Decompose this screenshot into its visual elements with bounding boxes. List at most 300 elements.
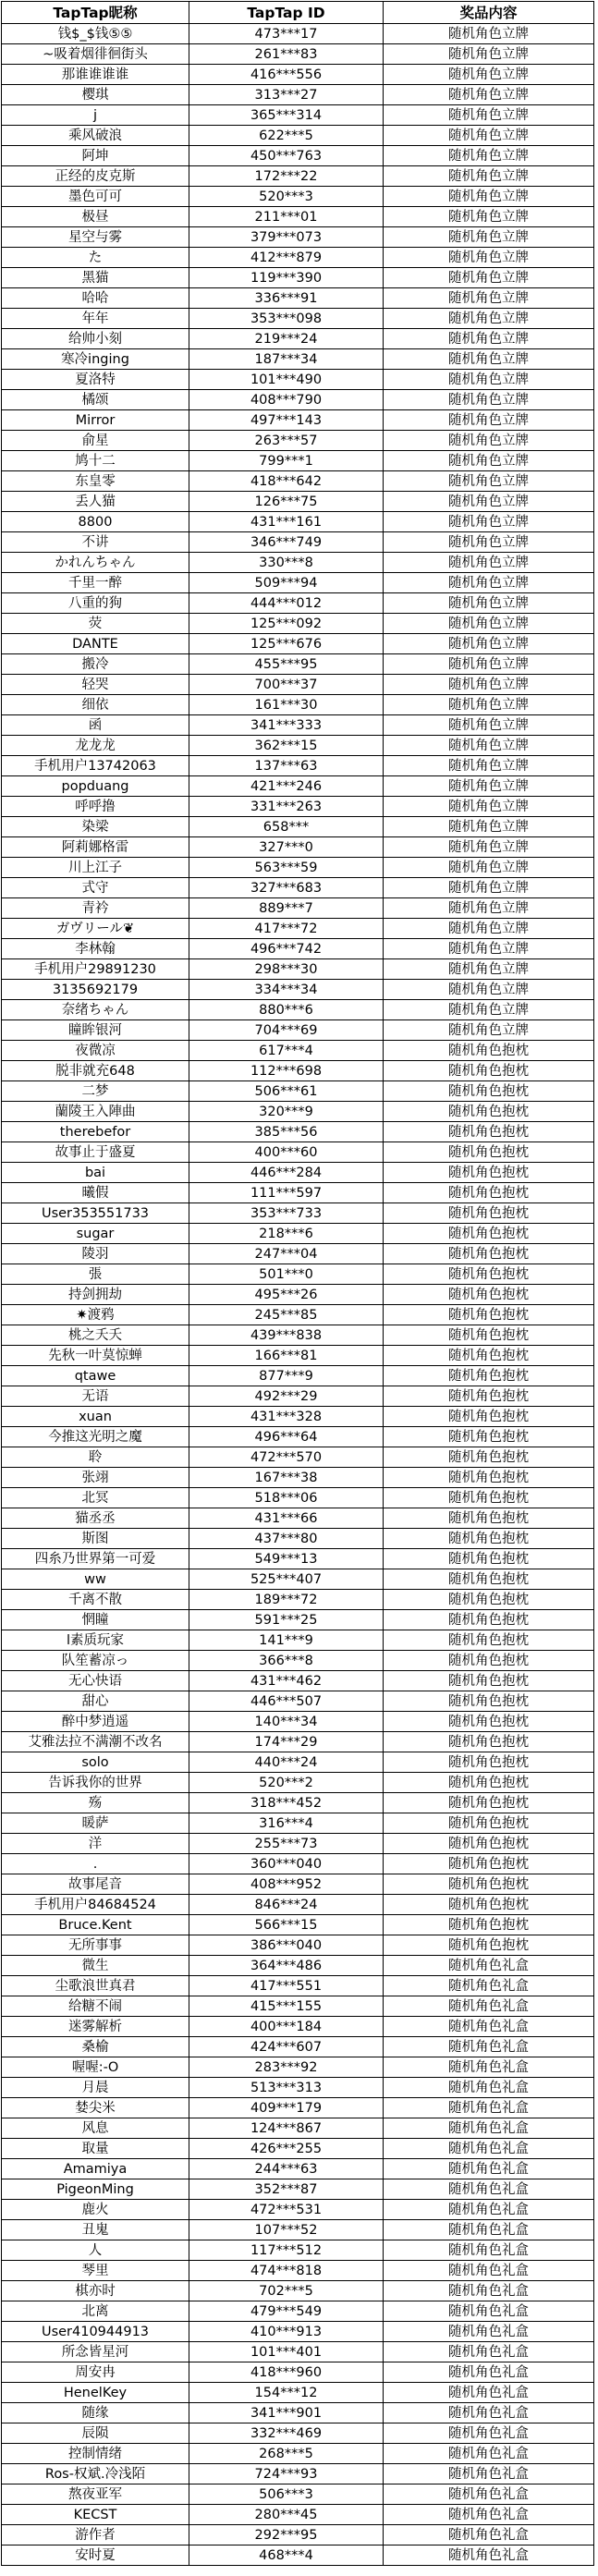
table-row (2, 715, 594, 736)
prize-cell: 随机角色礼盒 (384, 2322, 594, 2342)
prize-cell: 随机角色礼盒 (384, 2505, 594, 2525)
prize-cell: 随机角色抱枕 (384, 1122, 594, 1142)
prize-cell: 随机角色立牌 (384, 309, 594, 329)
nickname-cell: 呼呼撸 (2, 797, 189, 817)
table-row (2, 2423, 594, 2444)
table-row (2, 2220, 594, 2240)
nickname-cell: 甜心 (2, 1691, 189, 1712)
taptap-id-cell: 417***551 (189, 1976, 384, 1996)
taptap-id-cell: 255***73 (189, 1834, 384, 1854)
nickname-cell: 乘风破浪 (2, 126, 189, 146)
taptap-id-cell: 520***3 (189, 187, 384, 207)
prize-cell: 随机角色礼盒 (384, 2139, 594, 2159)
prize-cell: 随机角色抱枕 (384, 1061, 594, 1081)
taptap-id-cell: 137***63 (189, 756, 384, 776)
prize-cell: 随机角色抱枕 (384, 1508, 594, 1529)
taptap-id-cell: 400***184 (189, 2017, 384, 2037)
taptap-id-cell: 509***94 (189, 573, 384, 593)
nickname-cell: 控制情绪 (2, 2444, 189, 2464)
nickname-cell: 安时夏 (2, 2545, 189, 2566)
nickname-cell: 桑榆 (2, 2037, 189, 2057)
prize-cell: 随机角色立牌 (384, 65, 594, 85)
table-row (2, 1529, 594, 1549)
prize-cell: 随机角色礼盒 (384, 2444, 594, 2464)
nickname-cell: 轻哭 (2, 675, 189, 695)
taptap-id-cell: 174***29 (189, 1732, 384, 1752)
taptap-id-cell: 353***098 (189, 309, 384, 329)
taptap-id-cell: 700***37 (189, 675, 384, 695)
winners-table (1, 1, 594, 2566)
prize-cell: 随机角色礼盒 (384, 2078, 594, 2098)
prize-cell: 随机角色抱枕 (384, 1610, 594, 1630)
nickname-cell: 丢人猫 (2, 492, 189, 512)
taptap-id-cell: 341***901 (189, 2403, 384, 2423)
table-row (2, 2200, 594, 2220)
table-row (2, 1244, 594, 1264)
prize-cell: 随机角色立牌 (384, 593, 594, 614)
taptap-id-cell: 426***255 (189, 2139, 384, 2159)
nickname-cell: 辰陨 (2, 2423, 189, 2444)
prize-cell: 随机角色抱枕 (384, 1529, 594, 1549)
taptap-id-cell: 189***72 (189, 1590, 384, 1610)
table-row (2, 248, 594, 268)
prize-cell: 随机角色立牌 (384, 675, 594, 695)
prize-cell: 随机角色立牌 (384, 431, 594, 451)
nickname-cell: 随缘 (2, 2403, 189, 2423)
taptap-id-cell: 658*** (189, 817, 384, 837)
prize-cell: 随机角色立牌 (384, 532, 594, 553)
table-row (2, 85, 594, 105)
table-row (2, 1651, 594, 1671)
table-row (2, 573, 594, 593)
prize-cell: 随机角色抱枕 (384, 1651, 594, 1671)
prize-cell: 随机角色立牌 (384, 268, 594, 288)
taptap-id-cell: 400***60 (189, 1142, 384, 1163)
table-row (2, 1061, 594, 1081)
nickname-cell: 游作者 (2, 2525, 189, 2545)
taptap-id-cell: 101***490 (189, 370, 384, 390)
nickname-cell: sugar (2, 1224, 189, 1244)
nickname-cell: 荧 (2, 614, 189, 634)
taptap-id-cell: 316***4 (189, 1813, 384, 1834)
taptap-id-cell: 704***69 (189, 1020, 384, 1041)
nickname-cell: . (2, 1854, 189, 1874)
table-row (2, 2403, 594, 2423)
prize-cell: 随机角色礼盒 (384, 2403, 594, 2423)
prize-cell: 随机角色礼盒 (384, 2383, 594, 2403)
taptap-id-cell: 341***333 (189, 715, 384, 736)
nickname-cell: popduang (2, 776, 189, 797)
table-row (2, 1224, 594, 1244)
table-row (2, 1468, 594, 1488)
taptap-id-cell: 846***24 (189, 1895, 384, 1915)
table-row (2, 24, 594, 44)
nickname-cell: 艾雅法拉不满潮不改名 (2, 1732, 189, 1752)
nickname-cell: 钱$_$钱⑤⑤ (2, 24, 189, 44)
prize-cell: 随机角色抱枕 (384, 1691, 594, 1712)
prize-cell: 随机角色抱枕 (384, 1915, 594, 1935)
taptap-id-cell: 211***01 (189, 207, 384, 227)
table-row (2, 2525, 594, 2545)
prize-cell: 随机角色礼盒 (384, 1996, 594, 2017)
nickname-cell: 周安冉 (2, 2362, 189, 2383)
taptap-id-cell: 444***012 (189, 593, 384, 614)
taptap-id-cell: 268***5 (189, 2444, 384, 2464)
table-row (2, 2322, 594, 2342)
prize-cell: 随机角色立牌 (384, 370, 594, 390)
table-row (2, 309, 594, 329)
prize-cell: 随机角色立牌 (384, 24, 594, 44)
nickname-cell: 那谁谁谁谁 (2, 65, 189, 85)
table-row (2, 1793, 594, 1813)
prize-cell: 随机角色抱枕 (384, 1346, 594, 1366)
taptap-id-cell: 140***34 (189, 1712, 384, 1732)
table-row (2, 919, 594, 939)
table-row (2, 1874, 594, 1895)
table-row (2, 268, 594, 288)
table-row (2, 1712, 594, 1732)
nickname-cell: User410944913 (2, 2322, 189, 2342)
taptap-id-cell: 431***462 (189, 1671, 384, 1691)
table-row (2, 1976, 594, 1996)
nickname-cell: 橘颂 (2, 390, 189, 410)
taptap-id-cell: 172***22 (189, 166, 384, 187)
taptap-id-cell: 417***72 (189, 919, 384, 939)
prize-cell: 随机角色抱枕 (384, 1549, 594, 1569)
nickname-cell: 丑鬼 (2, 2220, 189, 2240)
table-row (2, 2159, 594, 2179)
prize-cell: 随机角色立牌 (384, 797, 594, 817)
taptap-id-cell: 513***313 (189, 2078, 384, 2098)
table-row (2, 2362, 594, 2383)
table-row (2, 858, 594, 878)
taptap-id-cell: 566***15 (189, 1915, 384, 1935)
taptap-id-cell: 154***12 (189, 2383, 384, 2403)
table-row (2, 695, 594, 715)
nickname-cell: xuan (2, 1407, 189, 1427)
taptap-id-cell: 244***63 (189, 2159, 384, 2179)
table-row (2, 431, 594, 451)
taptap-id-cell: 520***2 (189, 1773, 384, 1793)
nickname-cell: 星空与雾 (2, 227, 189, 248)
table-row (2, 2484, 594, 2505)
taptap-id-cell: 472***570 (189, 1447, 384, 1468)
nickname-cell: 细依 (2, 695, 189, 715)
nickname-cell: 8800 (2, 512, 189, 532)
prize-cell: 随机角色抱枕 (384, 1671, 594, 1691)
prize-cell: 随机角色立牌 (384, 349, 594, 370)
prize-cell: 随机角色礼盒 (384, 2464, 594, 2484)
nickname-cell: 迷雾解析 (2, 2017, 189, 2037)
taptap-id-cell: 166***81 (189, 1346, 384, 1366)
taptap-id-cell: 440***24 (189, 1752, 384, 1773)
prize-cell: 随机角色立牌 (384, 878, 594, 898)
taptap-id-cell: 501***0 (189, 1264, 384, 1285)
nickname-cell: 婪尖米 (2, 2098, 189, 2118)
prize-cell: 随机角色抱枕 (384, 1183, 594, 1203)
taptap-id-cell: 880***6 (189, 1000, 384, 1020)
prize-cell: 随机角色立牌 (384, 512, 594, 532)
nickname-cell: 桃之夭夭 (2, 1325, 189, 1346)
taptap-id-cell: 327***0 (189, 837, 384, 858)
nickname-cell: 取量 (2, 2139, 189, 2159)
nickname-cell: 不讲 (2, 532, 189, 553)
taptap-id-cell: 218***6 (189, 1224, 384, 1244)
taptap-id-cell: 408***790 (189, 390, 384, 410)
taptap-id-cell: 336***91 (189, 288, 384, 309)
nickname-cell: 函 (2, 715, 189, 736)
table-row (2, 1407, 594, 1427)
taptap-id-cell: 298***30 (189, 959, 384, 980)
nickname-cell: かれんちゃん (2, 553, 189, 573)
taptap-id-cell: 313***27 (189, 85, 384, 105)
nickname-cell: KECST (2, 2505, 189, 2525)
nickname-cell: 尘歌浪世真君 (2, 1976, 189, 1996)
nickname-cell: ~吸着烟徘徊街头 (2, 44, 189, 65)
nickname-cell: 夏洛特 (2, 370, 189, 390)
taptap-id-cell: 107***52 (189, 2220, 384, 2240)
nickname-cell: 二梦 (2, 1081, 189, 1102)
prize-cell: 随机角色抱枕 (384, 1305, 594, 1325)
prize-cell: 随机角色立牌 (384, 166, 594, 187)
table-row (2, 390, 594, 410)
table-row (2, 492, 594, 512)
nickname-cell: 无所事事 (2, 1935, 189, 1956)
table-row (2, 1508, 594, 1529)
prize-cell: 随机角色抱枕 (384, 1041, 594, 1061)
taptap-id-cell: 497***143 (189, 410, 384, 431)
table-row (2, 1691, 594, 1712)
table-row (2, 675, 594, 695)
nickname-cell: 洋 (2, 1834, 189, 1854)
nickname-cell: 四糸乃世界第一可爱 (2, 1549, 189, 1569)
nickname-cell: 惘瞳 (2, 1610, 189, 1630)
prize-cell: 随机角色抱枕 (384, 1325, 594, 1346)
prize-cell: 随机角色礼盒 (384, 2342, 594, 2362)
prize-cell: 随机角色抱枕 (384, 1285, 594, 1305)
nickname-cell: 樱琪 (2, 85, 189, 105)
prize-cell: 随机角色立牌 (384, 44, 594, 65)
taptap-id-cell: 280***45 (189, 2505, 384, 2525)
taptap-id-cell: 161***30 (189, 695, 384, 715)
nickname-cell: 川上江子 (2, 858, 189, 878)
table-row (2, 1142, 594, 1163)
table-row (2, 370, 594, 390)
prize-cell: 随机角色立牌 (384, 390, 594, 410)
taptap-id-cell: 702***5 (189, 2281, 384, 2301)
nickname-cell: 千里一醉 (2, 573, 189, 593)
nickname-cell: 微生 (2, 1956, 189, 1976)
taptap-id-cell: 431***66 (189, 1508, 384, 1529)
prize-cell: 随机角色立牌 (384, 1000, 594, 1020)
taptap-id-cell: 889***7 (189, 898, 384, 919)
prize-cell: 随机角色立牌 (384, 959, 594, 980)
nickname-cell: 斯图 (2, 1529, 189, 1549)
table-row (2, 2139, 594, 2159)
nickname-cell: 无语 (2, 1386, 189, 1407)
taptap-id-cell: 219***24 (189, 329, 384, 349)
nickname-cell: 东皇零 (2, 471, 189, 492)
table-row (2, 2240, 594, 2261)
table-row (2, 2342, 594, 2362)
prize-cell: 随机角色抱枕 (384, 1264, 594, 1285)
taptap-id-cell: 472***531 (189, 2200, 384, 2220)
table-row (2, 654, 594, 675)
taptap-id-cell: 247***04 (189, 1244, 384, 1264)
table-row (2, 2301, 594, 2322)
nickname-cell: 故事止于盛夏 (2, 1142, 189, 1163)
prize-cell: 随机角色立牌 (384, 776, 594, 797)
nickname-cell: 正经的皮克斯 (2, 166, 189, 187)
nickname-cell: 龙龙龙 (2, 736, 189, 756)
taptap-id-cell: 332***469 (189, 2423, 384, 2444)
table-row (2, 166, 594, 187)
nickname-cell: 喔喔:-O (2, 2057, 189, 2078)
table-body (2, 24, 594, 2566)
taptap-id-cell: 365***314 (189, 105, 384, 126)
nickname-cell: 墨色可可 (2, 187, 189, 207)
nickname-cell: 队笙蓄凉っ (2, 1651, 189, 1671)
prize-cell: 随机角色抱枕 (384, 1793, 594, 1813)
header-row (2, 2, 594, 24)
table-row (2, 1915, 594, 1935)
prize-cell: 随机角色立牌 (384, 939, 594, 959)
nickname-cell: 蘭陵王入陣曲 (2, 1102, 189, 1122)
table-row (2, 227, 594, 248)
table-row (2, 1488, 594, 1508)
prize-cell: 随机角色立牌 (384, 207, 594, 227)
nickname-cell: PigeonMing (2, 2179, 189, 2200)
table-row (2, 471, 594, 492)
taptap-id-cell: 331***263 (189, 797, 384, 817)
taptap-id-cell: 473***17 (189, 24, 384, 44)
table-row (2, 532, 594, 553)
nickname-cell: therebefor (2, 1122, 189, 1142)
taptap-id-cell: 112***698 (189, 1061, 384, 1081)
table-row (2, 1773, 594, 1793)
nickname-cell: ガヴリール❦ (2, 919, 189, 939)
table-row (2, 817, 594, 837)
table-row (2, 736, 594, 756)
table-row (2, 837, 594, 858)
prize-cell: 随机角色立牌 (384, 837, 594, 858)
table-row (2, 1020, 594, 1041)
nickname-cell: Mirror (2, 410, 189, 431)
table-row (2, 1671, 594, 1691)
table-row (2, 451, 594, 471)
table-row (2, 1183, 594, 1203)
prize-cell: 随机角色抱枕 (384, 1366, 594, 1386)
nickname-cell: 黑猫 (2, 268, 189, 288)
table-row (2, 2078, 594, 2098)
nickname-cell: 醉中梦逍遥 (2, 1712, 189, 1732)
prize-cell: 随机角色立牌 (384, 85, 594, 105)
taptap-id-cell: 506***61 (189, 1081, 384, 1102)
table-row (2, 1346, 594, 1366)
taptap-id-cell: 409***179 (189, 2098, 384, 2118)
nickname-cell: qtawe (2, 1366, 189, 1386)
table-row (2, 207, 594, 227)
prize-cell: 随机角色立牌 (384, 492, 594, 512)
nickname-cell: 风息 (2, 2118, 189, 2139)
nickname-cell: 持剑拥劫 (2, 1285, 189, 1305)
prize-cell: 随机角色礼盒 (384, 1976, 594, 1996)
taptap-id-cell: 119***390 (189, 268, 384, 288)
prize-cell: 随机角色礼盒 (384, 2423, 594, 2444)
taptap-id-cell: 525***407 (189, 1569, 384, 1590)
taptap-id-cell: 124***867 (189, 2118, 384, 2139)
table-row (2, 1041, 594, 1061)
prize-cell: 随机角色抱枕 (384, 1488, 594, 1508)
table-row (2, 1732, 594, 1752)
taptap-id-cell: 468***4 (189, 2545, 384, 2566)
nickname-cell: 阿坤 (2, 146, 189, 166)
taptap-id-cell: 415***155 (189, 1996, 384, 2017)
nickname-cell: Ros-权斌.冷浅陌 (2, 2464, 189, 2484)
nickname-cell: 给帅小刻 (2, 329, 189, 349)
prize-cell: 随机角色礼盒 (384, 2281, 594, 2301)
taptap-id-cell: 318***452 (189, 1793, 384, 1813)
table-row (2, 1427, 594, 1447)
taptap-id-cell: 446***507 (189, 1691, 384, 1712)
nickname-cell: 熬夜亚军 (2, 2484, 189, 2505)
table-row (2, 939, 594, 959)
prize-cell: 随机角色立牌 (384, 471, 594, 492)
taptap-id-cell: 117***512 (189, 2240, 384, 2261)
nickname-cell: bai (2, 1163, 189, 1183)
nickname-cell: 猫丞丞 (2, 1508, 189, 1529)
taptap-id-cell: 437***80 (189, 1529, 384, 1549)
taptap-id-cell: 111***597 (189, 1183, 384, 1203)
table-row (2, 756, 594, 776)
prize-cell: 随机角色立牌 (384, 553, 594, 573)
table-row (2, 2505, 594, 2525)
taptap-id-cell: 412***879 (189, 248, 384, 268)
taptap-id-cell: 431***161 (189, 512, 384, 532)
taptap-id-cell: 352***87 (189, 2179, 384, 2200)
nickname-cell: 手机用户29891230 (2, 959, 189, 980)
taptap-id-cell: 563***59 (189, 858, 384, 878)
nickname-cell: 聆 (2, 1447, 189, 1468)
table-row (2, 634, 594, 654)
taptap-id-cell: 431***328 (189, 1407, 384, 1427)
table-row (2, 959, 594, 980)
nickname-cell: 给糖不闹 (2, 1996, 189, 2017)
prize-cell: 随机角色礼盒 (384, 2200, 594, 2220)
nickname-cell: 式守 (2, 878, 189, 898)
table-row (2, 105, 594, 126)
taptap-id-cell: 418***642 (189, 471, 384, 492)
taptap-id-cell: 492***29 (189, 1386, 384, 1407)
prize-cell: 随机角色立牌 (384, 329, 594, 349)
taptap-id-cell: 421***246 (189, 776, 384, 797)
taptap-id-cell: 379***073 (189, 227, 384, 248)
taptap-id-cell: 495***26 (189, 1285, 384, 1305)
prize-cell: 随机角色礼盒 (384, 2017, 594, 2037)
prize-cell: 随机角色抱枕 (384, 1813, 594, 1834)
table-row (2, 1996, 594, 2017)
taptap-id-cell: 334***34 (189, 980, 384, 1000)
prize-cell: 随机角色立牌 (384, 248, 594, 268)
prize-cell: 随机角色礼盒 (384, 2301, 594, 2322)
nickname-cell: 李林翰 (2, 939, 189, 959)
table-row (2, 2383, 594, 2403)
taptap-id-cell: 320***9 (189, 1102, 384, 1122)
taptap-id-cell: 101***401 (189, 2342, 384, 2362)
nickname-cell: 張 (2, 1264, 189, 1285)
prize-cell: 随机角色抱枕 (384, 1569, 594, 1590)
nickname-cell: 告诉我你的世界 (2, 1773, 189, 1793)
